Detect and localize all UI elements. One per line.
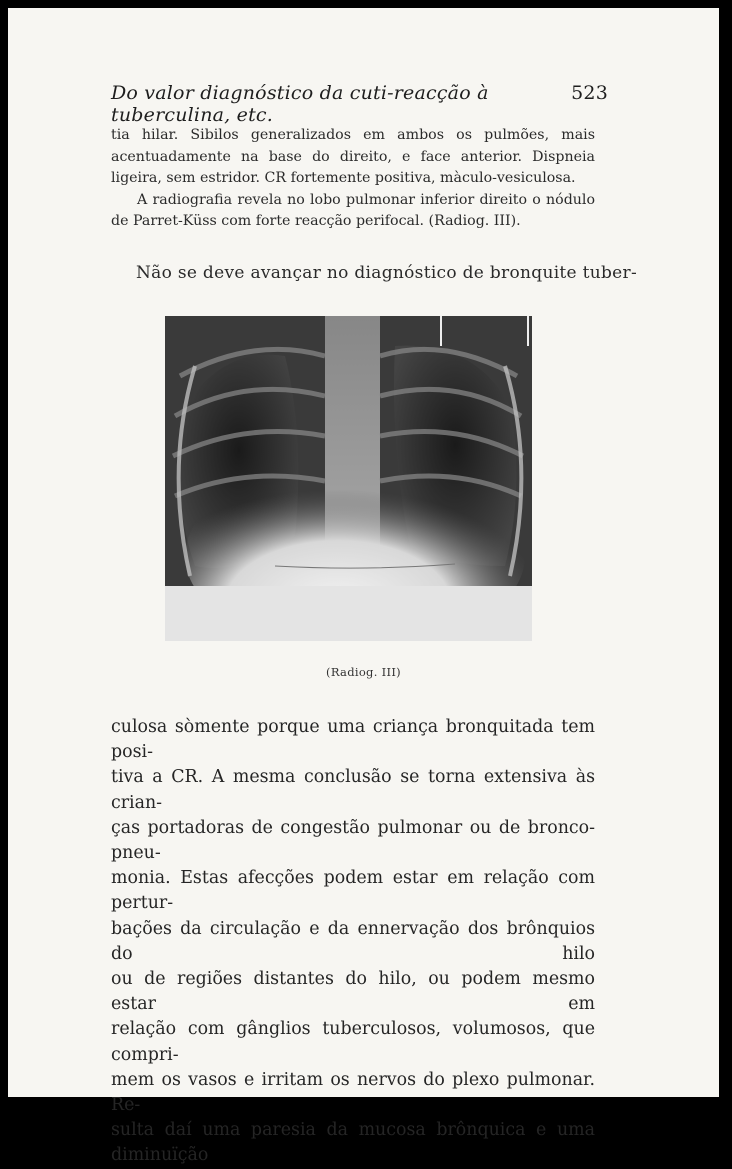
radiograph-image bbox=[165, 316, 532, 641]
page-number: 523 bbox=[571, 82, 608, 104]
body-line: ou de regiões distantes do hilo, ou podem mesmo estar em bbox=[111, 969, 595, 1015]
body-line: monia. Estas afecções podem estar em relação com pertur- bbox=[111, 868, 595, 914]
header-title: Do valor diagnóstico da cuti-reacção à tuberculina, etc. bbox=[111, 82, 489, 126]
case-notes-paragraph-2: A radiografia revela no lobo pulmonar inferior direito o nódulo de Parret-Küss com forte reacção perifocal. (Radiog. III). bbox=[111, 191, 595, 229]
body-line: sulta daí uma paresia da mucosa brônquica e uma diminuïção bbox=[111, 1120, 595, 1166]
book-page bbox=[8, 8, 719, 1166]
body-line: tiva a CR. A mesma conclusão se torna extensiva às crian- bbox=[111, 767, 595, 813]
lead-paragraph-line: Não se deve avançar no diagnóstico de bronquite tuber- bbox=[136, 263, 638, 283]
chest-radiograph bbox=[165, 316, 532, 641]
body-line: mem os vasos e irritam os nervos do plexo pulmonar. Re- bbox=[111, 1069, 595, 1116]
figure-caption: (Radiog. III) bbox=[326, 665, 401, 679]
body-paragraph bbox=[111, 715, 595, 1169]
running-header bbox=[111, 82, 608, 126]
case-notes bbox=[111, 125, 595, 233]
case-notes-paragraph-1: tia hilar. Sibilos generalizados em ambos os pulmões, mais acentuadamente na base do direito, e face anterior. Dispneia ligeira, sem estridor. CR fortemente positiva, màculo-vesiculosa. bbox=[111, 127, 595, 186]
body-line: bações da circulação e da ennervação dos brônquios do hilo bbox=[111, 918, 595, 964]
body-line: ças portadoras de congestão pulmonar ou de bronco-pneu- bbox=[111, 817, 595, 864]
body-line: relação com gânglios tuberculosos, volumosos, que compri- bbox=[111, 1019, 595, 1065]
body-line: culosa sòmente porque uma criança bronquitada tem posi- bbox=[111, 717, 595, 763]
